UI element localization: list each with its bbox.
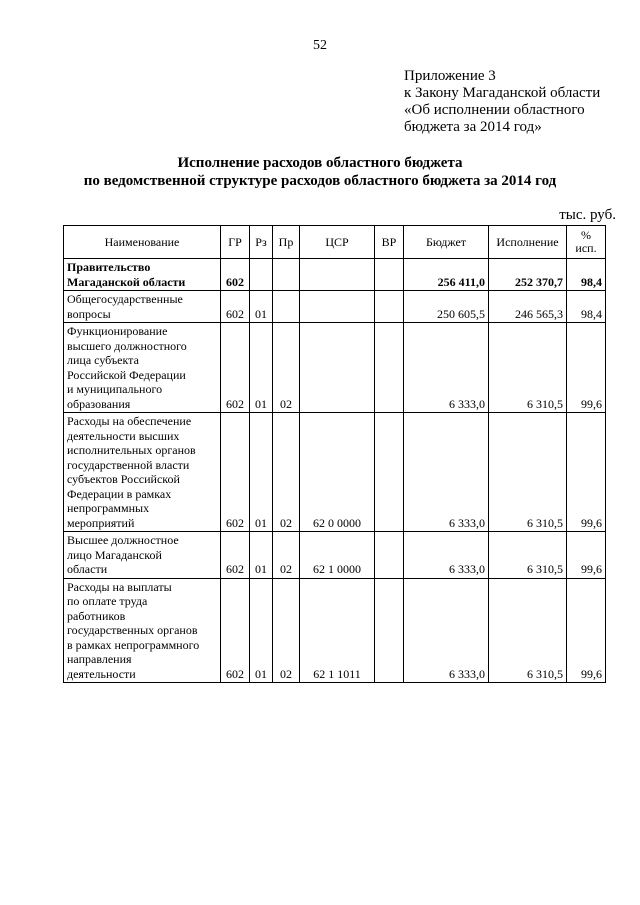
document-title bbox=[0, 154, 640, 190]
header-vr: ВР bbox=[375, 226, 404, 259]
table-body bbox=[64, 259, 606, 683]
cell-name bbox=[64, 323, 221, 413]
table-row bbox=[64, 578, 606, 683]
units-label: тыс. руб. bbox=[559, 207, 616, 223]
cell-vr bbox=[375, 532, 404, 579]
cell-name-line: области bbox=[67, 562, 108, 576]
table-row bbox=[64, 291, 606, 323]
header-percent-sign: % bbox=[581, 228, 591, 242]
cell-percent: 99,6 bbox=[567, 578, 606, 683]
cell-name-line: образования bbox=[67, 396, 131, 411]
header-csr: ЦСР bbox=[300, 226, 375, 259]
table-row bbox=[64, 413, 606, 532]
table-row bbox=[64, 532, 606, 579]
header-name: Наименование bbox=[64, 226, 221, 259]
cell-csr bbox=[300, 291, 375, 323]
cell-percent: 99,6 bbox=[567, 532, 606, 579]
cell-name-line: государственных органов bbox=[67, 623, 198, 637]
cell-name-line: Общегосударственные bbox=[67, 292, 183, 306]
cell-rz bbox=[250, 259, 273, 291]
table-row bbox=[64, 259, 606, 291]
cell-gr: 602 bbox=[221, 578, 250, 683]
cell-name-line: по оплате труда bbox=[67, 594, 148, 608]
cell-name-line: Магаданской области bbox=[67, 274, 186, 289]
cell-name-line: субъектов Российской bbox=[67, 472, 180, 486]
cell-vr bbox=[375, 323, 404, 413]
cell-name-line: государственной власти bbox=[67, 457, 190, 472]
cell-budget: 250 605,5 bbox=[404, 291, 489, 323]
cell-budget: 6 333,0 bbox=[404, 578, 489, 683]
cell-rz: 01 bbox=[250, 578, 273, 683]
cell-percent: 99,6 bbox=[567, 323, 606, 413]
appendix-line: Приложение 3 bbox=[404, 68, 496, 84]
cell-rz: 01 bbox=[250, 413, 273, 532]
cell-name-line: и муниципального bbox=[67, 382, 163, 396]
cell-name-line: лицо Магаданской bbox=[67, 547, 162, 562]
cell-budget: 6 333,0 bbox=[404, 532, 489, 579]
cell-vr bbox=[375, 413, 404, 532]
cell-name-line: вопросы bbox=[67, 306, 111, 321]
cell-name-line: лица субъекта bbox=[67, 353, 139, 367]
cell-pr bbox=[273, 291, 300, 323]
budget-table bbox=[63, 225, 606, 683]
cell-execution: 6 310,5 bbox=[489, 578, 567, 683]
cell-rz: 01 bbox=[250, 532, 273, 579]
header-gr: ГР bbox=[221, 226, 250, 259]
cell-name bbox=[64, 578, 221, 683]
cell-csr: 62 0 0000 bbox=[300, 413, 375, 532]
appendix-note bbox=[404, 68, 600, 136]
title-line: по ведомственной структуре расходов областного бюджета за 2014 год bbox=[83, 173, 557, 189]
table-row bbox=[64, 323, 606, 413]
cell-percent: 99,6 bbox=[567, 413, 606, 532]
table-header-row bbox=[64, 226, 606, 259]
cell-name-line: исполнительных органов bbox=[67, 443, 196, 457]
cell-gr: 602 bbox=[221, 413, 250, 532]
cell-name-line: непрограммных bbox=[67, 501, 150, 515]
appendix-line: «Об исполнении областного bbox=[404, 102, 585, 118]
cell-execution: 252 370,7 bbox=[489, 259, 567, 291]
cell-name bbox=[64, 532, 221, 579]
cell-percent: 98,4 bbox=[567, 259, 606, 291]
cell-name-line: мероприятий bbox=[67, 515, 135, 530]
header-rz: Рз bbox=[250, 226, 273, 259]
cell-gr: 602 bbox=[221, 532, 250, 579]
cell-csr bbox=[300, 323, 375, 413]
header-percent bbox=[567, 226, 606, 259]
cell-percent: 98,4 bbox=[567, 291, 606, 323]
cell-budget: 6 333,0 bbox=[404, 413, 489, 532]
page-number: 52 bbox=[313, 38, 327, 53]
cell-gr: 602 bbox=[221, 291, 250, 323]
cell-execution: 6 310,5 bbox=[489, 532, 567, 579]
cell-name-line: Правительство bbox=[67, 260, 151, 274]
cell-budget: 6 333,0 bbox=[404, 323, 489, 413]
cell-name-line: деятельности высших bbox=[67, 428, 180, 443]
cell-execution: 6 310,5 bbox=[489, 413, 567, 532]
cell-pr: 02 bbox=[273, 413, 300, 532]
appendix-line: бюджета за 2014 год» bbox=[404, 119, 542, 135]
cell-name-line: работников bbox=[67, 608, 126, 623]
cell-name-line: Расходы на обеспечение bbox=[67, 414, 192, 428]
cell-name bbox=[64, 413, 221, 532]
cell-gr: 602 bbox=[221, 323, 250, 413]
title-line: Исполнение расходов областного бюджета bbox=[177, 155, 463, 171]
cell-csr: 62 1 0000 bbox=[300, 532, 375, 579]
cell-csr bbox=[300, 259, 375, 291]
cell-name-line: деятельности bbox=[67, 666, 136, 681]
cell-vr bbox=[375, 578, 404, 683]
cell-name-line: Расходы на выплаты bbox=[67, 579, 172, 594]
cell-name-line: в рамках непрограммного bbox=[67, 637, 200, 652]
cell-pr bbox=[273, 259, 300, 291]
cell-rz: 01 bbox=[250, 323, 273, 413]
header-pr: Пр bbox=[273, 226, 300, 259]
header-budget: Бюджет bbox=[404, 226, 489, 259]
cell-name-line: Федерации в рамках bbox=[67, 486, 172, 501]
header-execution: Исполнение bbox=[489, 226, 567, 259]
cell-vr bbox=[375, 291, 404, 323]
cell-name-line: Российской Федерации bbox=[67, 367, 186, 382]
cell-name-line: Высшее должностное bbox=[67, 533, 179, 547]
cell-vr bbox=[375, 259, 404, 291]
cell-name bbox=[64, 259, 221, 291]
cell-name-line: высшего должностного bbox=[67, 338, 187, 353]
cell-pr: 02 bbox=[273, 323, 300, 413]
cell-rz: 01 bbox=[250, 291, 273, 323]
cell-name-line: Функционирование bbox=[67, 324, 168, 338]
cell-name bbox=[64, 291, 221, 323]
cell-pr: 02 bbox=[273, 532, 300, 579]
cell-execution: 246 565,3 bbox=[489, 291, 567, 323]
cell-csr: 62 1 1011 bbox=[300, 578, 375, 683]
cell-budget: 256 411,0 bbox=[404, 259, 489, 291]
appendix-line: к Закону Магаданской области bbox=[404, 85, 601, 101]
cell-pr: 02 bbox=[273, 578, 300, 683]
header-percent-label: исп. bbox=[575, 241, 597, 255]
cell-name-line: направления bbox=[67, 652, 132, 666]
cell-gr: 602 bbox=[221, 259, 250, 291]
cell-execution: 6 310,5 bbox=[489, 323, 567, 413]
